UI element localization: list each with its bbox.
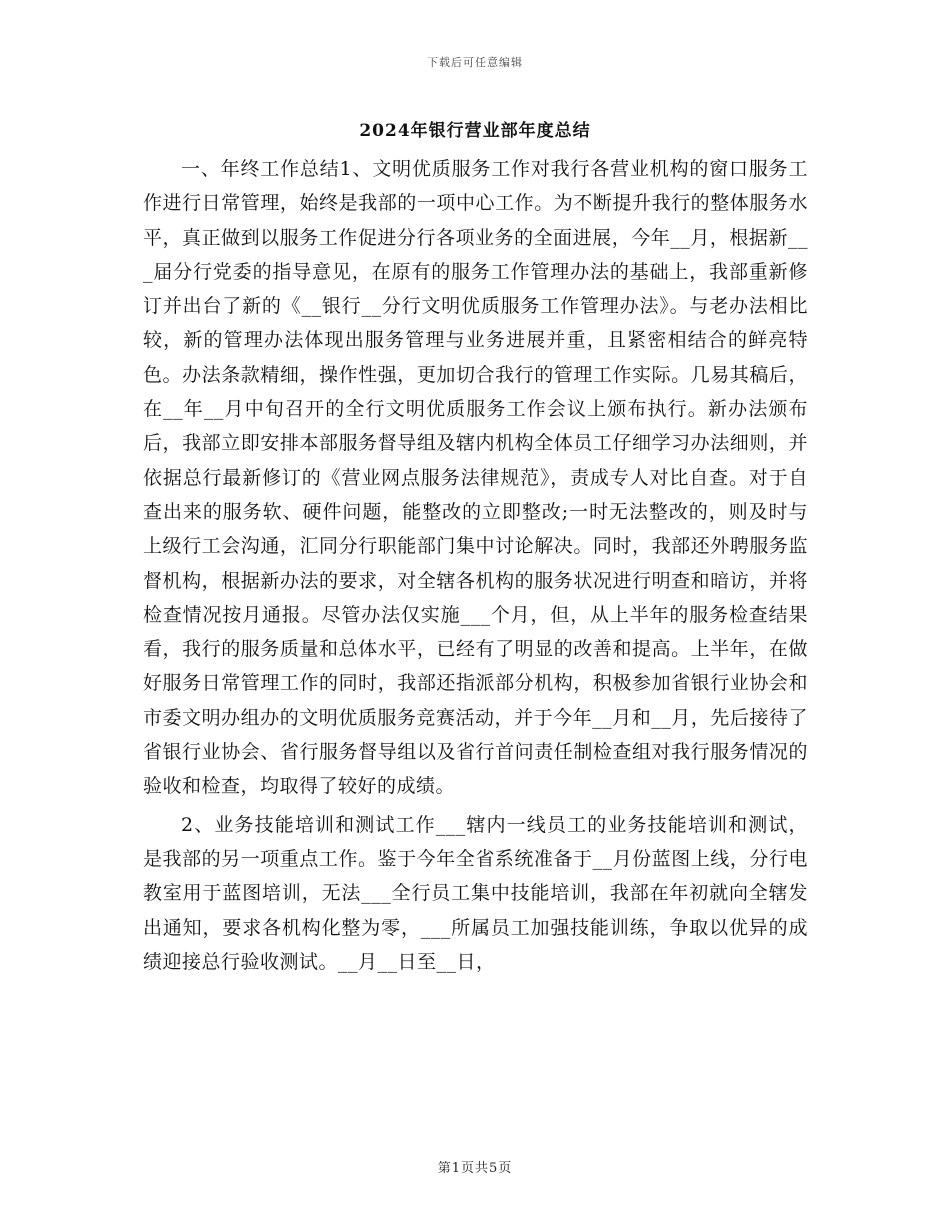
page-header-note: 下载后可任意编辑 <box>427 56 523 69</box>
paragraph-2: 2、业务技能培训和测试工作___辖内一线员工的业务技能培训和测试，是我部的另一项重点工作。鉴于今年全省系统准备于__月份蓝图上线，分行电教室用于蓝图培训，无法___全行员工集中技能培训，我部在年初就向全辖发出通知，要求各机构化整为零，___所属员工加强技能训练，争取以优异的成绩迎接总行验收测试。__月__日至__日， <box>143 813 808 973</box>
page-number: 第1页共5页 <box>437 1161 513 1176</box>
document-title: 2024年银行营业部年度总结 <box>359 121 591 141</box>
document-body <box>143 152 808 979</box>
paragraph-1: 一、年终工作总结1、文明优质服务工作对我行各营业机构的窗口服务工作进行日常管理，始终是我部的一项中心工作。为不断提升我行的整体服务水平，真正做到以服务工作促进分行各项业务的全面进展，今年__月，根据新___届分行党委的指导意见，在原有的服务工作管理办法的基础上，我部重新修订并出台了新的《__银行__分行文明优质服务工作管理办法》。与老办法相比较，新的管理办法体现出服务管理与业务进展并重，且紧密相结合的鲜亮特色。办法条款精细，操作性强，更加切合我行的管理工作实际。几易其稿后，在__年__月中旬召开的全行文明优质服务工作会议上颁布执行。新办法颁布后，我部立即安排本部服务督导组及辖内机构全体员工仔细学习办法细则，并依据总行最新修订的《营业网点服务法律规范》，责成专人对比自查。对于自查出来的服务软、硬件问题，能整改的立即整改;一时无法整改的，则及时与上级行工会沟通，汇同分行职能部门集中讨论解决。同时，我部还外聘服务监督机构，根据新办法的要求，对全辖各机构的服务状况进行明查和暗访，并将检查情况按月通报。尽管办法仅实施___个月，但，从上半年的服务检查结果看，我行的服务质量和总体水平，已经有了明显的改善和提高。上半年，在做好服务日常管理工作的同时，我部还指派部分机构，积极参加省银行业协会和市委文明办组办的文明优质服务竞赛活动，并于今年__月和__月，先后接待了省银行业协会、省行服务督导组以及省行首问责任制检查组对我行服务情况的验收和检查，均取得了较好的成绩。 <box>143 158 808 798</box>
